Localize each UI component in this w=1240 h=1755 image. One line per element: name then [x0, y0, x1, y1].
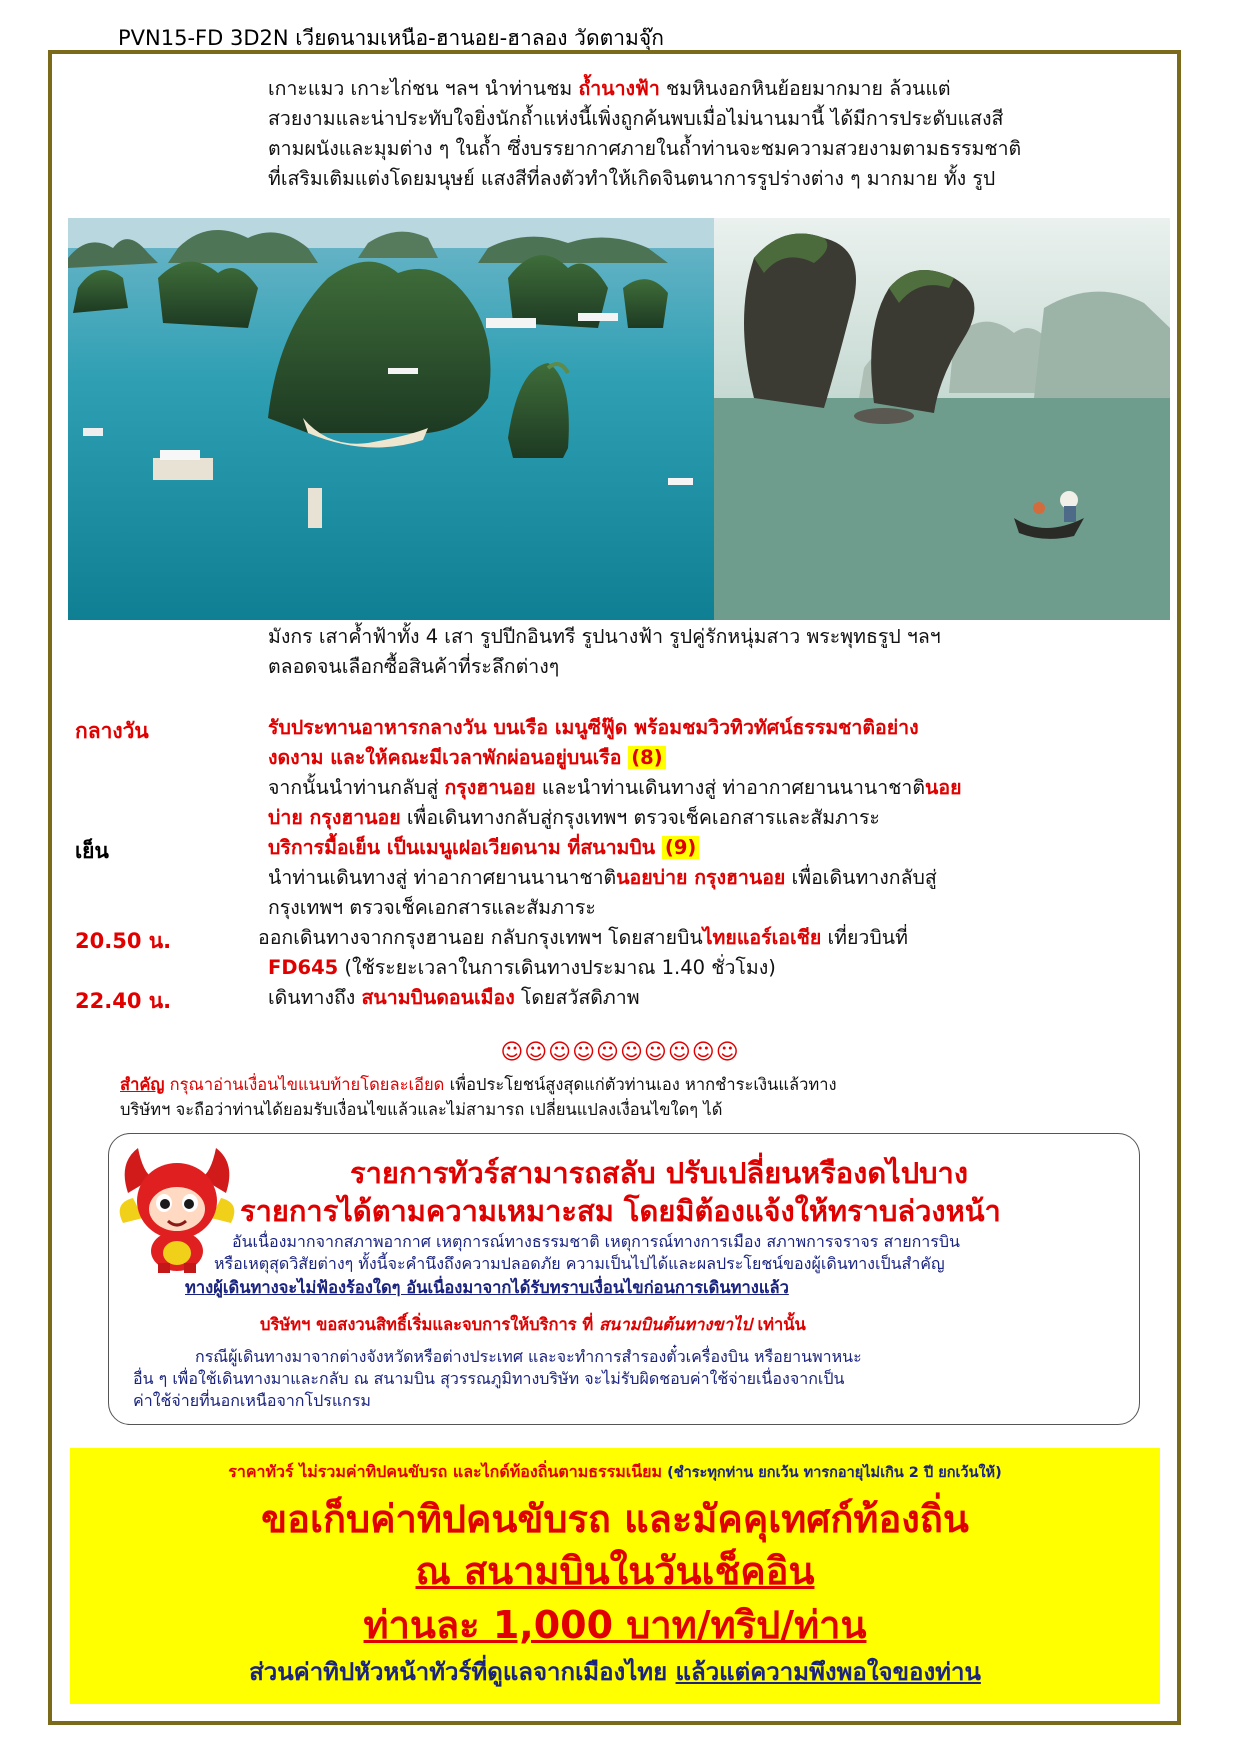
tip-amount: ท่านละ 1,000 บาท/ทริป/ท่าน — [363, 1603, 867, 1647]
intro-paragraph: เกาะแมว เกาะไก่ชน ฯลฯ นำท่านชม ถ้ำนางฟ้า ชมหินงอกหินย้อยมากมาย ล้วนแต่ สวยงามและน่าประทับใจยิ่งนักถ้ำแห่งนี้เพิ่งถูกค้นพบเมื่อไม่นานมานี้ ได้มีการประดับแสงสี ตามผนังและมุมต่าง ๆ ในถ้ำ ซึ่งบรรยากาศภายในถ้ำท่านจะชมความสวยงามตามธรรมชาติ ที่เสริมเติมแต่งโดยมนุษย์ แสงสีที่ลงตัวทำให้เกิดจินตนาการรูปร่างต่าง ๆ มากมาย ทั้ง รูป — [268, 77, 1022, 190]
fighting-cock-islet-photo — [714, 218, 1170, 620]
conditions-no-claim: ทางผู้เดินทางจะไม่ฟ้องร้องใดๆ อันเนื่องมาจากได้รับทราบเงื่อนไขก่อนการเดินทางแล้ว — [185, 1278, 789, 1297]
domestic-travel-note: กรณีผู้เดินทางมาจากต่างจังหวัดหรือต่างประเทศ และจะทำการสำรองตั๋วเครื่องบิน หรือยานพาหนะ อื่น ๆ เพื่อใช้เดินทางมาและกลับ ณ สนามบิน สุวรรณภูมิทางบริษัท จะไม่รับผิดชอบค่าใช้จ่ายเนื่องจากเป็น ค่าใช้จ่ายที่นอกเหนือจากโปรแกรม — [133, 1347, 862, 1410]
halong-bay-aerial-photo — [68, 218, 714, 620]
tip-headline-1: ขอเก็บค่าทิปคนขับรถ และมัคคุเทศก์ท้องถิ่น — [261, 1497, 969, 1541]
tip-panel — [70, 1448, 1160, 1704]
arrival-time-label: 22.40 น. — [75, 989, 172, 1013]
tour-leader-tip-note: ส่วนค่าทิปหัวหน้าทัวร์ที่ดูแลจากเมืองไทย แล้วแต่ความพึงพอใจของท่าน — [249, 1658, 981, 1686]
important-notice: สำคัญ กรุณาอ่านเงื่อนไขแนบท้ายโดยละเอียด เพื่อประโยชน์สูงสุดแก่ตัวท่านเอง หากชำระเงินแล้วทาง บริษัทฯ จะถือว่าท่านได้ยอมรับเงื่อนไขแล้วและไม่สามารถ เปลี่ยนแปลงเงื่อนไขใดๆ ได้ — [120, 1075, 837, 1119]
lunch-text: รับประทานอาหารกลางวัน บนเรือ เมนูซีฟู๊ด พร้อมชมวิวทิวทัศน์ธรรมชาติอย่าง งดงาม และให้คณะมีเวลาพักผ่อนอยู่บนเรือ (8) จากนั้นนำท่านกลับสู่ กรุงฮานอย และนำท่านเดินทางสู่ ท่าอากาศยานนานาชาตินอย บ่าย กรุงฮานอย เพื่อเดินทางกลับสู่กรุงเทพฯ ตรวจเช็คเอกสารและสัมภาระ — [268, 716, 962, 829]
document-header: PVN15-FD 3D2N เวียดนามเหนือ-ฮานอย-ฮาลอง วัดตามจุ๊ก — [118, 26, 664, 50]
conditions-reasons: อันเนื่องมากจากสภาพอากาศ เหตุการณ์ทางธรรมชาติ เหตุการณ์ทางการเมือง สภาพการจราจร สายการบิน หรือเหตุสุดวิสัยต่างๆ ทั้งนี้จะคำนึงถึงความปลอดภัย ความเป็นไปได้และผลประโยชน์ของผู้เดินทางเป็นสำคัญ — [214, 1232, 960, 1273]
tip-small-note: ราคาทัวร์ ไม่รวมค่าทิปคนขับรถ และไกด์ท้องถิ่นตามธรรมเนียม (ชำระทุกท่าน ยกเว้น ทารกอายุไม่เกิน 2 ปี ยกเว้นให้) — [228, 1462, 1002, 1481]
tip-headline-2: ณ สนามบินในวันเช็คอิน — [415, 1549, 815, 1593]
departure-time-label: 20.50 น. — [75, 929, 172, 953]
dinner-text: บริการมื้อเย็น เป็นเมนูเฝอเวียดนาม ที่สนามบิน (9) นำท่านเดินทางสู่ ท่าอากาศยานนานาชาตินอยบ่าย กรุงฮานอย เพื่อเดินทางกลับสู่ กรุงเทพฯ ตรวจเช็คเอกสารและสัมภาระ — [268, 836, 937, 919]
arrival-text: เดินทางถึง สนามบินดอนเมือง โดยสวัสดิภาพ — [268, 986, 640, 1009]
conditions-heading-1: รายการทัวร์สามารถสลับ ปรับเปลี่ยนหรืองดไปบาง — [350, 1156, 968, 1190]
lunch-label: กลางวัน — [75, 719, 149, 743]
meal-number-9: (9) — [662, 836, 699, 859]
meal-number-8: (8) — [628, 746, 665, 769]
departure-text: ออกเดินทางจากกรุงฮานอย กลับกรุงเทพฯ โดยสายบินไทยแอร์เอเชีย เที่ยวบินที่ FD645 (ใช้ระยะเวลาในการเดินทางประมาณ 1.40 ชั่วโมง) — [258, 926, 908, 979]
service-scope-note: บริษัทฯ ขอสงวนสิทธิ์เริ่มและจบการให้บริการ ที่ สนามบินต้นทางขาไป เท่านั้น — [260, 1315, 806, 1334]
dinner-label: เย็น — [75, 839, 109, 863]
smiley-divider: ☺☺☺☺☺☺☺☺☺☺ — [500, 1040, 740, 1065]
after-photo-paragraph: มังกร เสาค้ำฟ้าทั้ง 4 เสา รูปปีกอินทรี รูปนางฟ้า รูปคู่รักหนุ่มสาว พระพุทธรูป ฯลฯ ตลอดจนเลือกซื้อสินค้าที่ระลึกต่างๆ — [268, 625, 941, 678]
conditions-heading-2: รายการได้ตามความเหมาะสม โดยมิต้องแจ้งให้ทราบล่วงหน้า — [240, 1194, 1001, 1228]
